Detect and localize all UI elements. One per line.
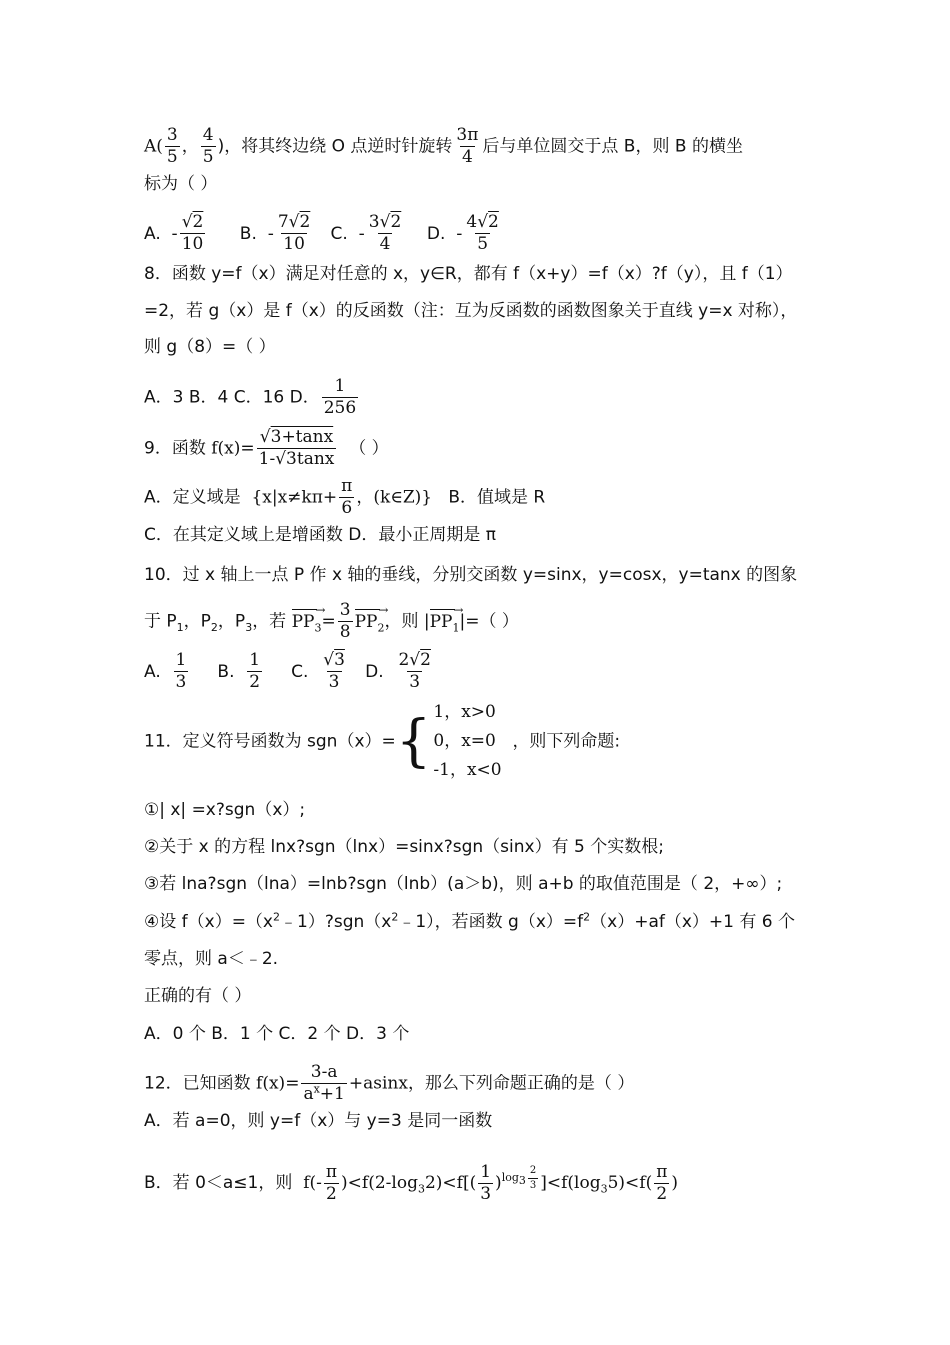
q7-line-2: 标为（ ） xyxy=(144,174,218,194)
q10-option-b: B. $\frac{1}{2}$ xyxy=(217,650,261,692)
q8-options: A．3 B．4 C．16 D． $\frac{1}{256}$ xyxy=(144,376,357,418)
q11-prop-2: ②关于 x 的方程 lnx?sgn（lnx）=sinx?sgn（sinx）有 5 个实数根; xyxy=(144,837,664,857)
q10-line-1: 10．过 x 轴上一点 P 作 x 轴的垂线，分别交函数 y=sinx，y=cosx，y=tanx 的图象 xyxy=(144,565,798,585)
q7-option-b: B. - $\frac{7√2}{10}$ xyxy=(239,212,311,254)
q10-option-a: A. $\frac{1}{3}$ xyxy=(144,650,187,692)
q11-prop-4-cont: 零点，则 a＜﹣2. xyxy=(144,949,279,969)
q8-line-1: 8．函数 y=f（x）满足对任意的 x，y∈R，都有 f（x+y）=f（x）?f（y），且 f（1） xyxy=(144,264,793,284)
q7-point-y: $\frac{4}{5}$ xyxy=(202,125,214,167)
q12-inequality-chain: f(- $\frac{\pi}{2}$ )$<f(2-\log_32)<f$[( $\frac{1}{3}$ )$^{log_3 \frac{2}{3}}$ ]$<f(\log_35)<f$( $\frac{\pi}{2}$ ) xyxy=(303,1162,679,1204)
q7-option-c: C. - $\frac{3√2}{4}$ xyxy=(330,212,402,254)
q12-option-a: A．若 a=0，则 y=f（x）与 y=3 是同一函数 xyxy=(144,1111,493,1131)
q7-option-d: D. - $\frac{4√2}{5}$ xyxy=(426,212,499,254)
q7-angle: $\frac{3\pi}{4}$ xyxy=(456,125,479,167)
vector-pp2: $PP_2$ → xyxy=(355,611,385,633)
q12-stem: 12．已知函数 f(x)= $\frac{3-a}{a^x+1}$ +asinx，那么下列命题正确的是（ ） xyxy=(144,1062,635,1104)
q7-text-2: 后与单位圆交于点 B，则 B 的横坐 xyxy=(482,136,743,157)
q8-line-3: 则 g（8）=（ ） xyxy=(144,337,276,357)
q11-prop-4: ④设 $f(x)=(x^2﹣1)?sgn(x^2﹣1)$，若函数 $g(x)=f^2(x)+af(x)+1$ 有 6 个 xyxy=(144,910,795,932)
q7-line-1: A( $\frac{3}{5}$ ， $\frac{4}{5}$ )，将其终边绕 O 点逆时针旋转 $\frac{3\pi}{4}$ 后与单位圆交于点 B，则 B 的横坐 xyxy=(144,125,743,167)
sgn-cases: 1，x>0 0，x=0 -1，x<0 xyxy=(433,702,502,780)
q11-correct: 正确的有（ ） xyxy=(144,986,252,1006)
q7-option-a: A. - $\frac{√2}{10}$ xyxy=(144,212,204,254)
q8-line-2: =2，若 g（x）是 f（x）的反函数（注：互为反函数的函数图象关于直线 y=x 对称）， xyxy=(144,301,798,321)
q12-option-b: B．若 0＜a≤1，则 f(- $\frac{\pi}{2}$ )$<f(2-\log_32)<f$[( $\frac{1}{3}$ )$^{log_3 \frac{2}{3}}$ ]$<f(\log_35)<f$( $\frac{\pi}{2}$ ) xyxy=(144,1162,679,1204)
vector-pp3: $PP_3$ → xyxy=(292,611,322,633)
q12-function-fraction: $\frac{3-a}{a^x+1}$ xyxy=(303,1062,345,1104)
q9-stem: 9．函数 f(x)= $\frac{√3+\tan x}{1-√3\tan x}$ （ ） xyxy=(144,427,389,469)
q7-options xyxy=(144,214,503,253)
vector-pp1: $PP_1$ → xyxy=(430,611,460,633)
q9-options-cd: C．在其定义域上是增函数 D．最小正周期是 π xyxy=(144,525,497,545)
q11-prop-1: ①| x| =x?sgn（x）; xyxy=(144,800,306,820)
q10-line-2: 于 $P_1$，$P_2$，$P_3$，若 $PP_3$ →= $\frac{3}{8}$ $PP_2$ →，则 $|PP_1$ →|=（ ） xyxy=(144,602,519,641)
q7-point-label: A( xyxy=(144,136,163,157)
q11-options: A．0 个 B．1 个 C．2 个 D．3 个 xyxy=(144,1024,410,1044)
q11-stem: 11．定义符号函数为 sgn（x）={ 1，x>0 0，x=0 -1，x<0 ，则下列命题: xyxy=(144,698,620,785)
q7-point-x: $\frac{3}{5}$ xyxy=(166,125,178,167)
q7-text-1: )，将其终边绕 O 点逆时针旋转 xyxy=(217,136,453,157)
left-brace-icon: { xyxy=(395,708,432,774)
q9-options-ab: A．定义域是 {x|x≠kπ+ $\frac{\pi}{6}$ ，(k∈Z)} B．值域是 R xyxy=(144,476,546,518)
q8-option-d-fraction: $\frac{1}{256}$ xyxy=(323,376,357,418)
q9-function-fraction: $\frac{√3+\tan x}{1-√3\tan x}$ xyxy=(258,427,335,469)
q10-option-c: C. $\frac{√3}{3}$ xyxy=(291,650,345,692)
q10-options xyxy=(144,652,435,691)
q11-prop-3: ③若 lna?sgn（lna）=lnb?sgn（lnb）(a＞b)，则 a+b 的取值范围是（ 2，+∞）; xyxy=(144,874,783,894)
q10-option-d: D. $\frac{2√2}{3}$ xyxy=(365,650,431,692)
